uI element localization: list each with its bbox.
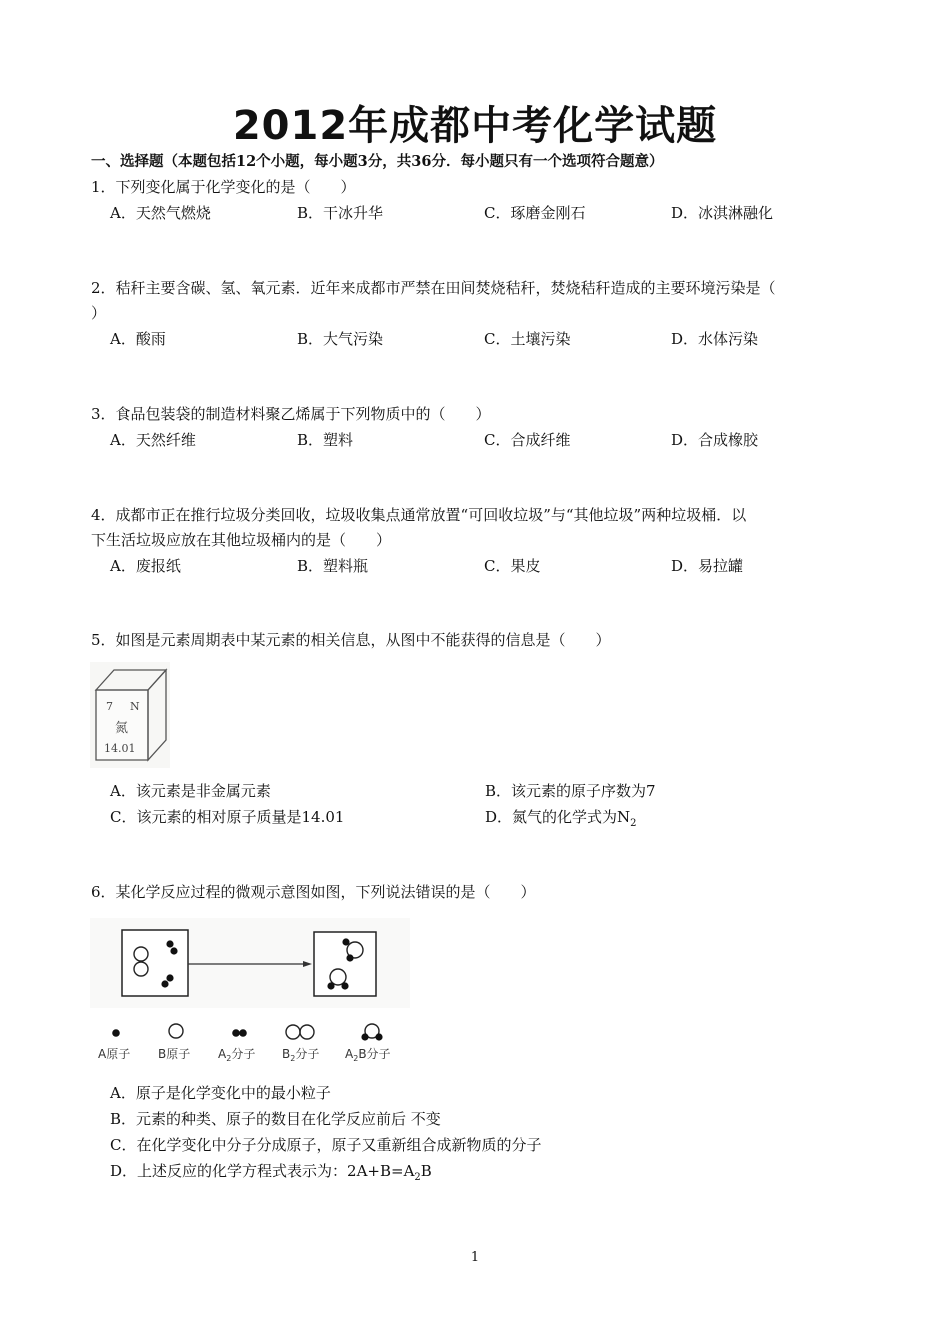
question-1-option-a: A．天然气燃烧 [110, 204, 211, 222]
reaction-diagram-drawing [90, 918, 410, 1068]
a2-molecule-atom [166, 974, 173, 981]
question-2-option-a: A．酸雨 [110, 330, 166, 348]
a2b-molecule-atom [342, 938, 349, 945]
question-4-option-b: B．塑料瓶 [297, 557, 369, 575]
legend-b2-molecule-icon [300, 1025, 314, 1039]
question-5-option-a: A．该元素是非金属元素 [110, 782, 271, 800]
legend-a2b-molecule-icon [375, 1033, 382, 1040]
legend-b2-suffix: 分子 [295, 1047, 320, 1061]
legend-a2b-suffix: B分子 [358, 1047, 391, 1061]
question-2-stem-line2: ） [91, 304, 107, 322]
question-6-option-c: C．在化学变化中分子分成原子，原子又重新组合成新物质的分子 [110, 1136, 542, 1154]
question-6-stem: 6．某化学反应过程的微观示意图如图，下列说法错误的是（ ） [91, 883, 536, 901]
legend-a2b-molecule-icon [361, 1033, 368, 1040]
question-2-option-c: C．土壤污染 [484, 330, 571, 348]
section-heading: 一、选择题（本题包括12个小题，每小题3分，共36分．每小题只有一个选项符合题意） [91, 153, 664, 170]
question-4-option-d: D．易拉罐 [671, 557, 744, 575]
element-cube-drawing [90, 662, 170, 768]
legend-a2b-subscript: 2 [353, 1054, 359, 1063]
a2b-molecule-atom [341, 982, 348, 989]
question-3-option-b: B．塑料 [297, 431, 354, 449]
a2-molecule-atom [161, 980, 168, 987]
legend-b-atom-icon [169, 1024, 183, 1038]
question-1-option-b: B．干冰升华 [297, 204, 384, 222]
page-title: 2012年成都中考化学试题 [232, 103, 718, 149]
question-1-option-d: D．冰淇淋融化 [671, 204, 774, 222]
question-4-option-c: C．果皮 [484, 557, 541, 575]
question-2-stem-line1: 2．秸秆主要含碳、氢、氧元素．近年来成都市严禁在田间焚烧秸秆，焚烧秸秆造成的主要环境污染是（ [91, 279, 776, 297]
question-6-option-b: B．元素的种类、原子的数目在化学反应前后 不变 [110, 1110, 441, 1128]
reaction-diagram [90, 918, 410, 1068]
question-3-option-a: A．天然纤维 [110, 431, 196, 449]
a2-molecule-atom [166, 940, 173, 947]
question-6-option-d [110, 1160, 432, 1183]
question-1-option-c: C．琢磨金刚石 [484, 204, 586, 222]
page-number: 1 [470, 1250, 480, 1265]
legend-b2-molecule-icon [286, 1025, 300, 1039]
question-5-option-d-text: D．氮气的化学式为N [485, 808, 631, 826]
question-5-option-d [485, 806, 637, 829]
legend-b2-prefix: B [282, 1047, 291, 1061]
question-5-option-b: B．该元素的原子序数为7 [485, 782, 656, 800]
legend-a-atom-label: A原子 [98, 1047, 131, 1061]
question-5-option-d-subscript: 2 [630, 818, 637, 829]
legend-b-atom-label: B原子 [158, 1047, 191, 1061]
question-1-stem: 1．下列变化属于化学变化的是（ ） [91, 178, 356, 196]
question-4-stem-line1: 4．成都市正在推行垃圾分类回收，垃圾收集点通常放置“可回收垃圾”与“其他垃圾”两种垃圾桶．以 [91, 506, 747, 524]
legend-a-atom-icon [112, 1029, 120, 1037]
reactant-box [122, 930, 188, 996]
question-2-option-b: B．大气污染 [297, 330, 384, 348]
legend-a2-molecule-label [218, 1046, 255, 1063]
legend-b2-subscript: 2 [290, 1054, 296, 1063]
legend-a2-prefix: A [218, 1047, 227, 1061]
element-symbol: N [130, 700, 140, 713]
question-5-stem: 5．如图是元素周期表中某元素的相关信息，从图中不能获得的信息是（ ） [91, 631, 611, 649]
question-6-option-d-text: D．上述反应的化学方程式表示为：2A+B=A [110, 1162, 415, 1180]
a2b-molecule-atom [346, 954, 353, 961]
a2-molecule-atom [170, 947, 177, 954]
legend-a2-subscript: 2 [226, 1054, 232, 1063]
question-4-stem-line2: 下生活垃圾应放在其他垃圾桶内的是（ ） [91, 531, 392, 549]
element-number: 7 [106, 700, 113, 713]
legend-b2-molecule-label [282, 1046, 319, 1063]
question-6-option-d-suffix: B [420, 1162, 432, 1180]
element-mass: 14.01 [104, 742, 136, 755]
question-6-option-d-subscript: 2 [414, 1172, 421, 1183]
question-3-option-c: C．合成纤维 [484, 431, 571, 449]
legend-a2b-prefix: A [345, 1047, 354, 1061]
legend-a2b-molecule-label [345, 1046, 391, 1063]
element-cell-figure [90, 662, 170, 768]
legend-a2-suffix: 分子 [231, 1047, 256, 1061]
legend-a2-molecule-icon [232, 1029, 240, 1037]
question-3-option-d: D．合成橡胶 [671, 431, 759, 449]
question-6-option-a: A．原子是化学变化中的最小粒子 [110, 1084, 331, 1102]
question-4-option-a: A．废报纸 [110, 557, 181, 575]
question-3-stem: 3．食品包装袋的制造材料聚乙烯属于下列物质中的（ ） [91, 405, 491, 423]
question-2-option-d: D．水体污染 [671, 330, 759, 348]
a2b-molecule-atom [327, 982, 334, 989]
question-5-option-c: C．该元素的相对原子质量是14.01 [110, 808, 345, 826]
element-name: 氮 [115, 721, 129, 736]
legend-a2-molecule-icon [239, 1029, 247, 1037]
